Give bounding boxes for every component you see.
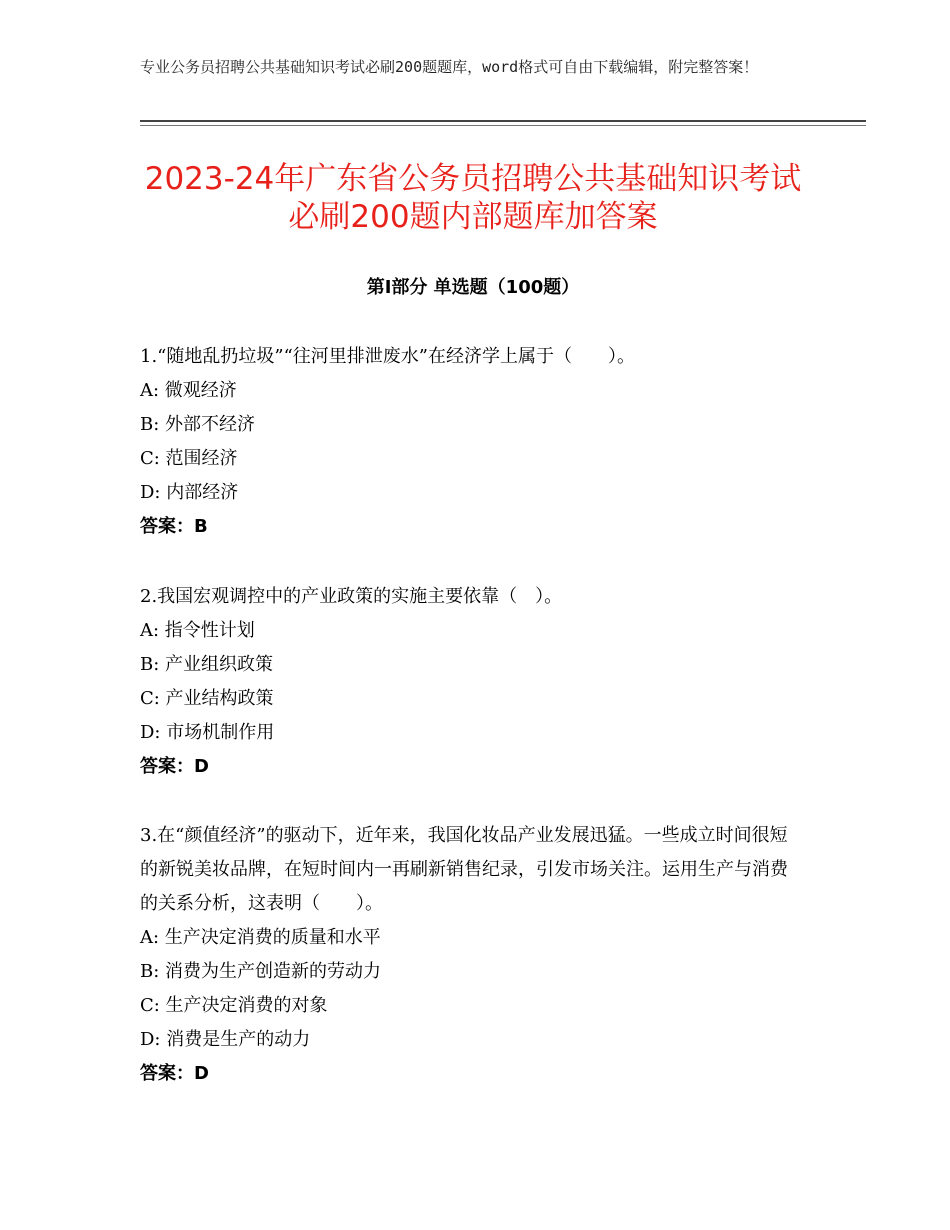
- option-d: D: 消费是生产的动力: [140, 1029, 311, 1050]
- header-note: 专业公务员招聘公共基础知识考试必刷200题题库，word格式可自由下载编辑，附完整答案！: [140, 58, 759, 76]
- option-b: B: 消费为生产创造新的劳动力: [140, 961, 382, 982]
- option-d: D: 内部经济: [140, 482, 239, 503]
- option-b: B: 外部不经济: [140, 414, 256, 435]
- question-text: 1.“随地乱扔垃圾”“往河里排泄废水”在经济学上属于（ ）。: [140, 346, 635, 367]
- question-text: 3.在“颜值经济”的驱动下，近年来，我国化妆品产业发展迅猛。一些成立时间很短的新锐美妆品牌，在短时间内一再刷新销售纪录，引发市场关注。运用生产与消费的关系分析，这表明（ ）。: [140, 825, 788, 914]
- section-heading: 第Ⅰ部分 单选题（100题）: [366, 277, 580, 298]
- question-block: [140, 580, 800, 784]
- option-d: D: 市场机制作用: [140, 722, 275, 743]
- header-divider-thin: [140, 125, 866, 126]
- header-divider-thick: [140, 120, 866, 122]
- answer-line: 答案：D: [140, 756, 209, 777]
- option-c: C: 产业结构政策: [140, 688, 274, 709]
- option-a: A: 指令性计划: [140, 620, 255, 641]
- option-c: C: 范围经济: [140, 448, 238, 469]
- option-a: A: 生产决定消费的质量和水平: [140, 927, 381, 948]
- document-title: 2023-24年广东省公务员招聘公共基础知识考试必刷200题内部题库加答案: [144, 161, 802, 235]
- question-block: [140, 340, 800, 544]
- option-a: A: 微观经济: [140, 380, 237, 401]
- answer-line: 答案：B: [140, 516, 208, 537]
- answer-line: 答案：D: [140, 1063, 209, 1084]
- option-c: C: 生产决定消费的对象: [140, 995, 328, 1016]
- question-block: [140, 819, 800, 1091]
- option-b: B: 产业组织政策: [140, 654, 274, 675]
- question-text: 2.我国宏观调控中的产业政策的实施主要依靠（ ）。: [140, 586, 563, 607]
